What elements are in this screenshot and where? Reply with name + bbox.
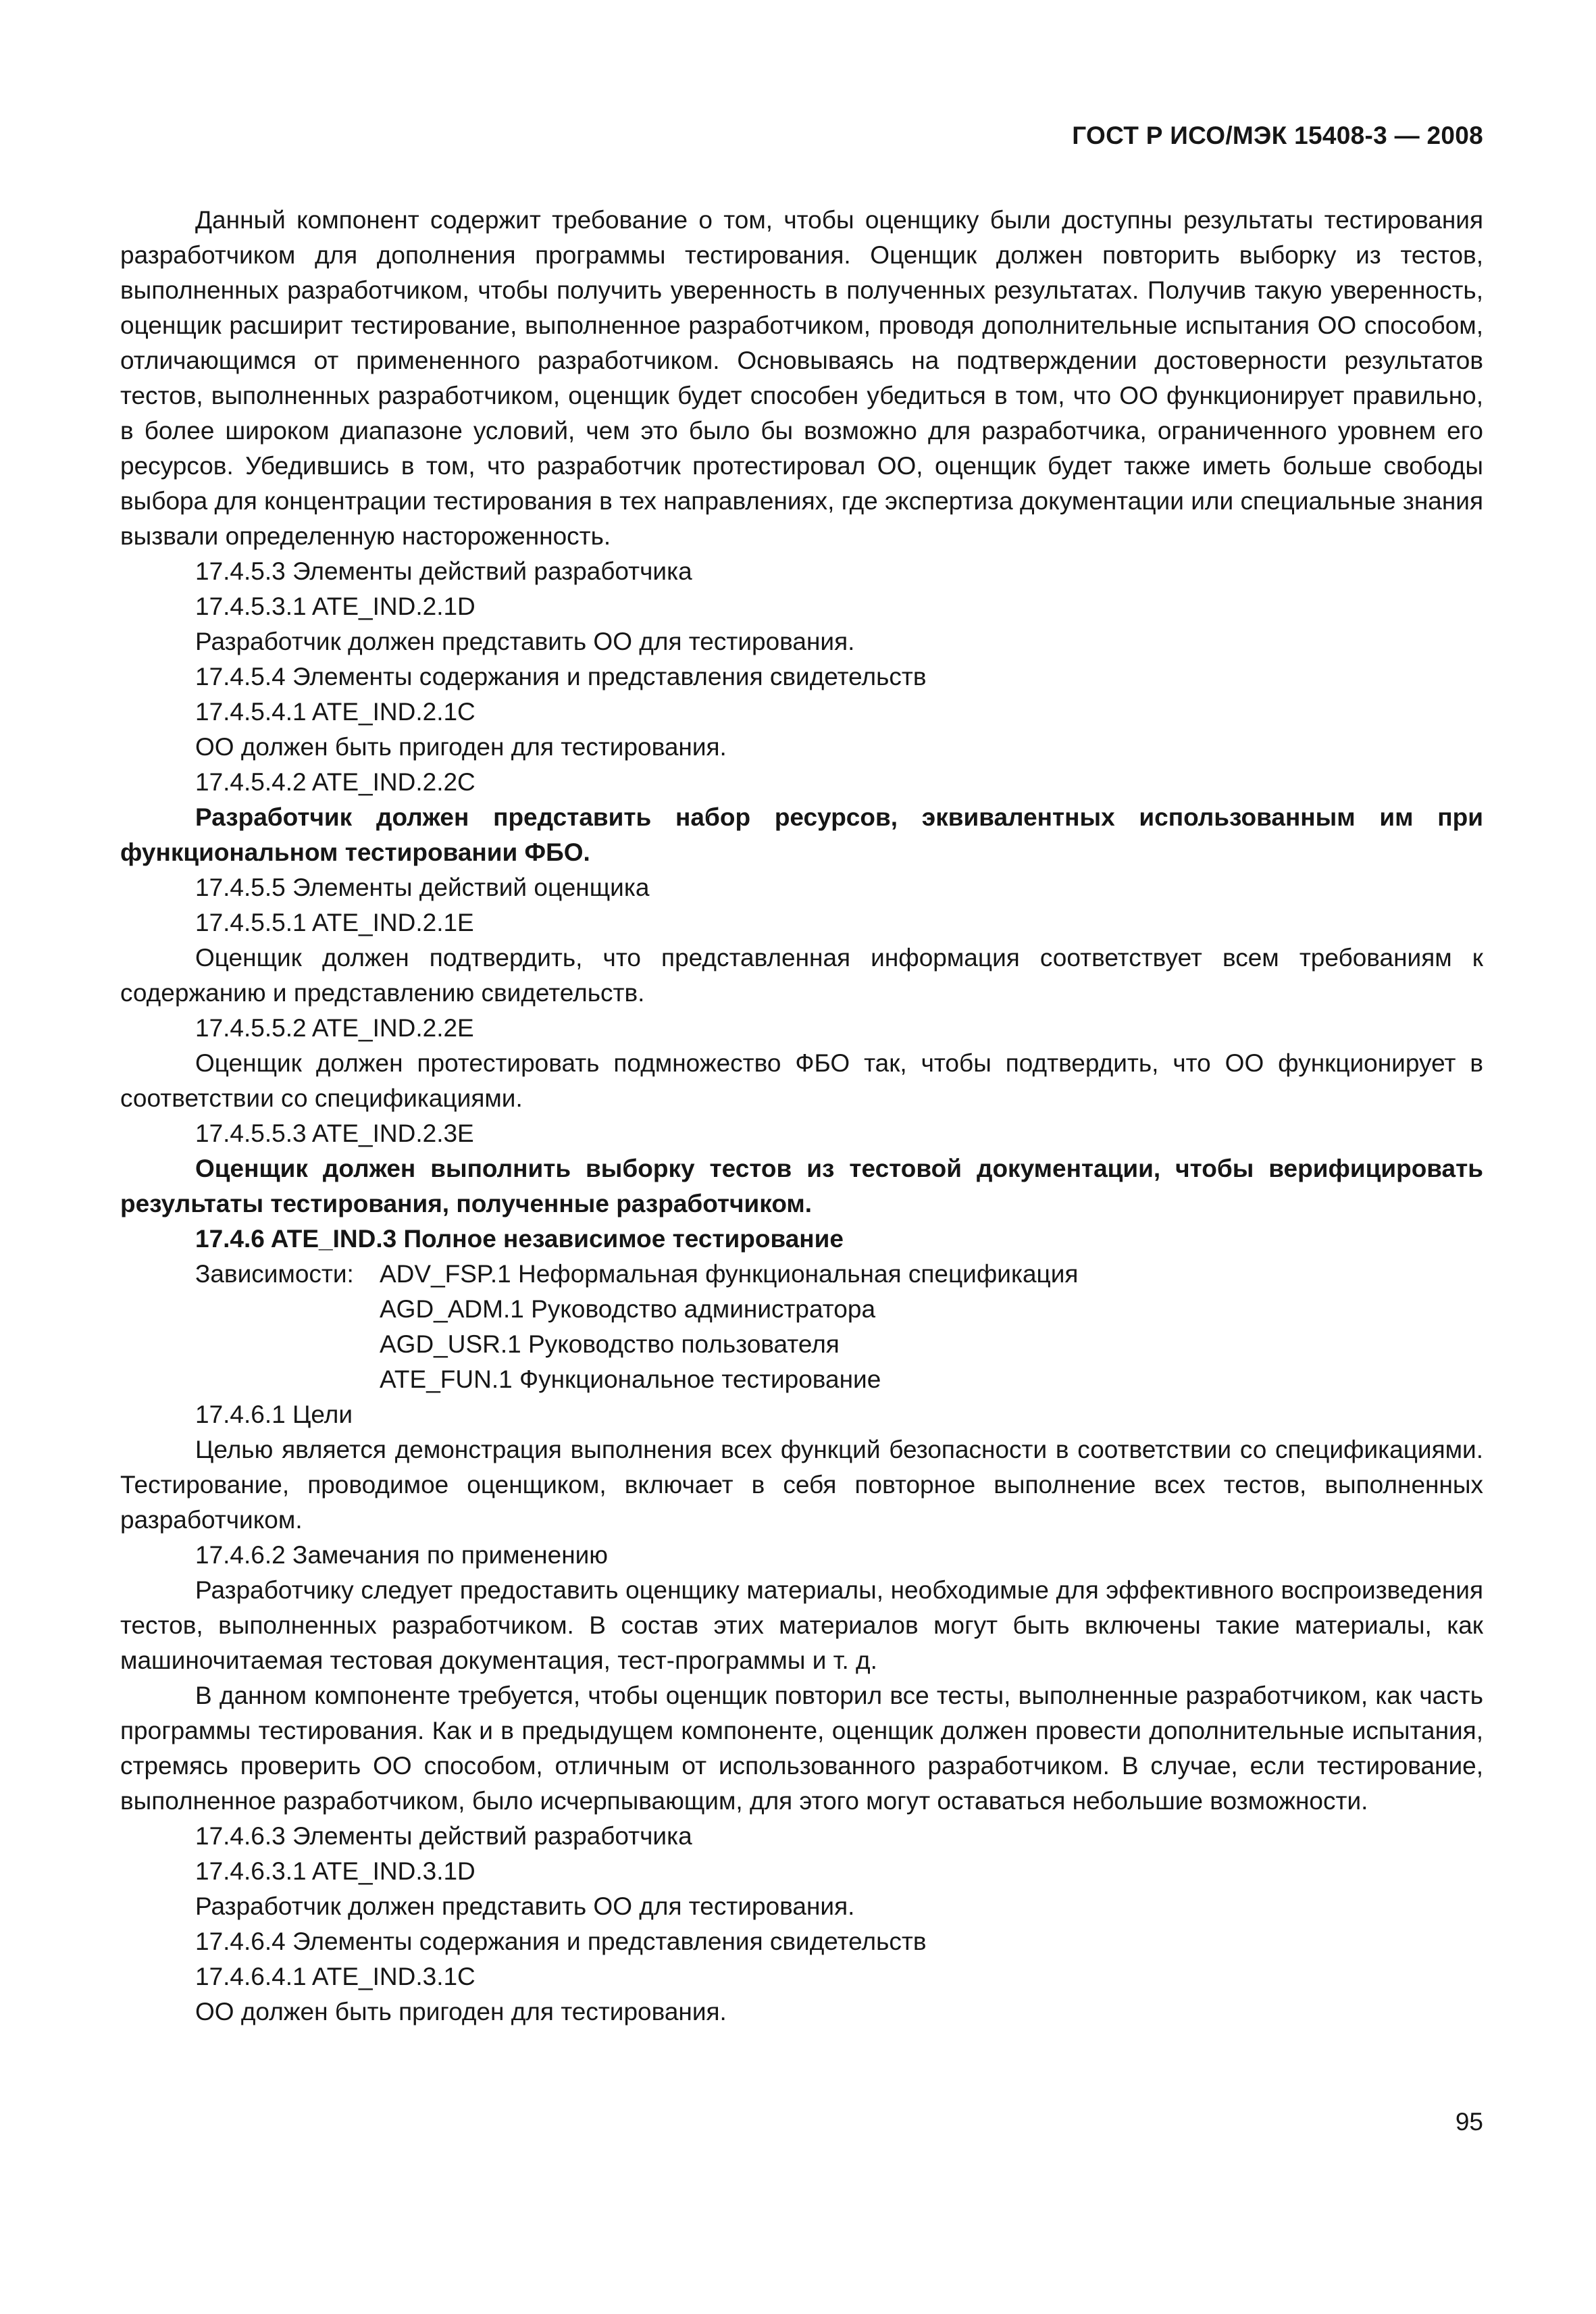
paragraph: 17.4.6 ATE_IND.3 Полное независимое тестирование [195, 1225, 844, 1253]
paragraph: 17.4.6.1 Цели [195, 1401, 353, 1428]
paragraph: Разработчик должен представить ОО для тестирования. [195, 1892, 855, 1920]
paragraph: Целью является демонстрация выполнения всех функций безопасности в соответствии со спецификациями. Тестирование, проводимое оценщиком, включает в себя повторное выполнение всех тестов, выполненных разработчиком. [120, 1436, 1483, 1534]
paragraph: Разработчик должен представить набор ресурсов, эквивалентных использованным им при функциональном тестировании ФБО. [120, 803, 1483, 866]
dependency-item: ATE_FUN.1 Функциональное тестирование [380, 1365, 881, 1393]
paragraph: В данном компоненте требуется, чтобы оценщик повторил все тесты, выполненные разработчиком, как часть программы тестирования. Как и в предыдущем компоненте, оценщик должен провести дополнительные испытания, стремясь проверить ОО способом, отличным от использованного разработчиком. В случае, если тестирование, выполненное разработчиком, было исчерпывающим, для этого могут оставаться небольшие возможности. [120, 1682, 1483, 1815]
paragraph: 17.4.5.4.2 ATE_IND.2.2C [195, 768, 475, 796]
paragraph: 17.4.6.3 Элементы действий разработчика [195, 1822, 692, 1850]
body-section-after-dependencies [120, 1397, 1483, 2030]
page-body [120, 203, 1483, 2030]
dependency-item: AGD_ADM.1 Руководство администратора [380, 1295, 876, 1323]
paragraph: 17.4.6.2 Замечания по применению [195, 1541, 609, 1569]
paragraph: 17.4.6.4 Элементы содержания и представления свидетельств [195, 1928, 927, 1955]
dependencies-list [380, 1257, 1483, 1397]
paragraph: 17.4.5.5 Элементы действий оценщика [195, 874, 650, 901]
paragraph: 17.4.5.5.3 ATE_IND.2.3E [195, 1120, 474, 1147]
paragraph: Оценщик должен протестировать подмножество ФБО так, чтобы подтвердить, что ОО функционирует в соответствии со спецификациями. [120, 1049, 1483, 1112]
paragraph: ОО должен быть пригоден для тестирования. [195, 733, 727, 761]
page-number: 95 [1455, 2108, 1483, 2136]
paragraph: 17.4.5.3 Элементы действий разработчика [195, 557, 692, 585]
dependency-item: AGD_USR.1 Руководство пользователя [380, 1330, 840, 1358]
paragraph: 17.4.6.3.1 ATE_IND.3.1D [195, 1857, 475, 1885]
paragraph: Разработчик должен представить ОО для тестирования. [195, 628, 855, 655]
paragraph: Оценщик должен выполнить выборку тестов из тестовой документации, чтобы верифицировать результаты тестирования, полученные разработчиком. [120, 1155, 1483, 1217]
paragraph: 17.4.5.4 Элементы содержания и представления свидетельств [195, 663, 927, 690]
paragraph: Данный компонент содержит требование о том, чтобы оценщику были доступны результаты тестирования разработчиком для дополнения программы тестирования. Оценщик должен повторить выборку из тестов, выполненных разработчиком, чтобы получить уверенность в полученных результатах. Получив такую уверенность, оценщик расширит тестирование, выполненное разработчиком, проводя дополнительные испытания ОО способом, отличающимся от примененного разработчиком. Основываясь на подтверждении достоверности результатов тестов, выполненных разработчиком, оценщик будет способен убедиться в том, что ОО функционирует правильно, в более широком диапазоне условий, чем это было бы возможно для разработчика, ограниченного уровнем его ресурсов. Убедившись в том, что разработчик протестировал ОО, оценщик будет также иметь больше свободы выбора для концентрации тестирования в тех направлениях, где экспертиза документации или специальные знания вызвали определенную настороженность. [120, 206, 1483, 550]
paragraph: Оценщик должен подтвердить, что представленная информация соответствует всем требованиям к содержанию и представлению свидетельств. [120, 944, 1483, 1007]
paragraph: 17.4.5.5.2 ATE_IND.2.2E [195, 1014, 474, 1042]
paragraph: 17.4.5.5.1 ATE_IND.2.1E [195, 909, 474, 936]
paragraph: ОО должен быть пригоден для тестирования. [195, 1998, 727, 2026]
dependency-item: ADV_FSP.1 Неформальная функциональная спецификация [380, 1260, 1079, 1288]
paragraph: Разработчику следует предоставить оценщику материалы, необходимые для эффективного воспроизведения тестов, выполненных разработчиком. В состав этих материалов могут быть включены такие материалы, как машиночитаемая тестовая документация, тест-программы и т. д. [120, 1576, 1483, 1674]
paragraph: 17.4.5.3.1 ATE_IND.2.1D [195, 593, 475, 620]
dependencies-label: Зависимости: [195, 1260, 354, 1288]
dependencies-block [120, 1257, 1483, 1397]
paragraph: 17.4.5.4.1 ATE_IND.2.1C [195, 698, 475, 726]
paragraph: 17.4.6.4.1 ATE_IND.3.1C [195, 1963, 475, 1990]
document-header: ГОСТ Р ИСО/МЭК 15408-3 — 2008 [1072, 122, 1483, 149]
body-section-before-dependencies [120, 203, 1483, 1257]
